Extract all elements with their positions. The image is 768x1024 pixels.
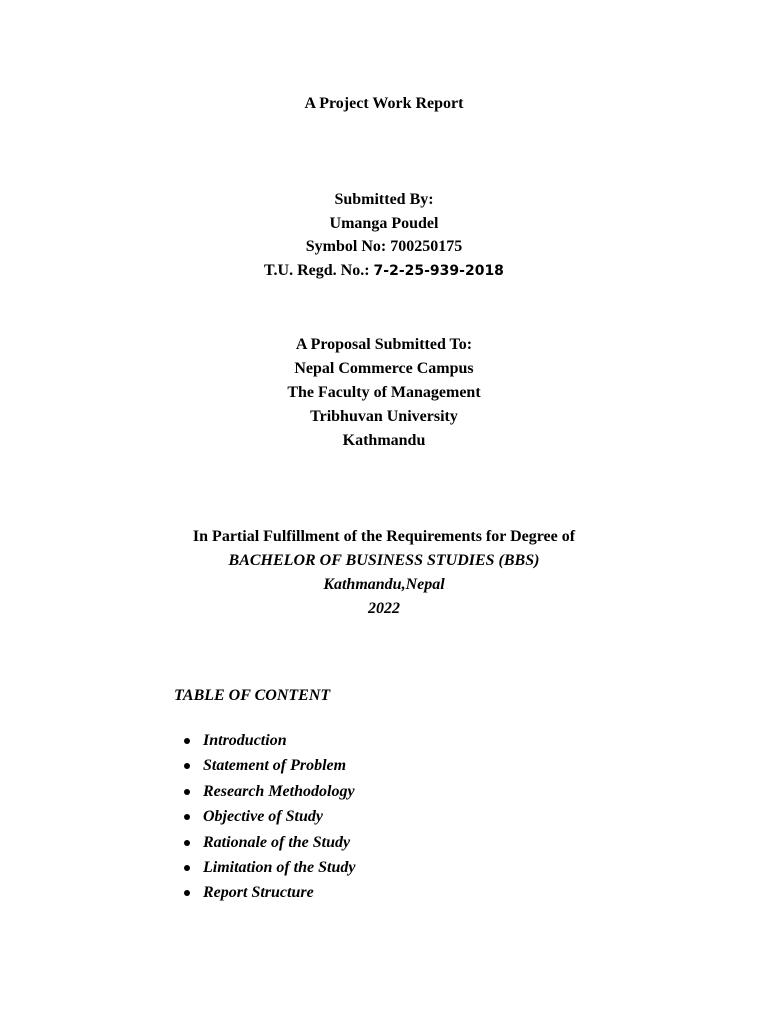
report-title: A Project Work Report (304, 95, 464, 112)
degree-year: 2022 (368, 600, 400, 617)
bullet-icon (184, 890, 190, 896)
toc-item-label: Research Methodology (203, 783, 355, 800)
bullet-icon (184, 840, 190, 846)
toc-item-label: Rationale of the Study (203, 834, 351, 851)
symbol-number: Symbol No: 700250175 (305, 238, 463, 255)
toc-title: TABLE OF CONTENT (174, 687, 331, 704)
faculty-name: The Faculty of Management (287, 384, 481, 401)
toc-item-label: Introduction (203, 732, 287, 749)
bullet-icon (184, 763, 190, 769)
registration-label: T.U. Regd. No.: (264, 262, 374, 279)
bullet-icon (184, 789, 190, 795)
registration-number (0, 261, 768, 281)
degree-location: Kathmandu,Nepal (323, 576, 445, 593)
registration-value: 7-2-25-939-2018 (373, 263, 504, 279)
toc-item-label: Limitation of the Study (203, 859, 356, 876)
bullet-icon (184, 865, 190, 871)
bullet-icon (184, 738, 190, 744)
toc-item-label: Statement of Problem (203, 757, 347, 774)
submitted-by-heading: Submitted By: (334, 191, 434, 208)
submitted-to-heading: A Proposal Submitted To: (295, 336, 473, 353)
city-name: Kathmandu (342, 432, 426, 449)
university-name: Tribhuvan University (310, 408, 458, 425)
bullet-icon (184, 814, 190, 820)
toc-item-label: Objective of Study (203, 808, 323, 825)
campus-name: Nepal Commerce Campus (294, 360, 474, 377)
author-name: Umanga Poudel (329, 215, 439, 232)
fulfillment-statement: In Partial Fulfillment of the Requirements for Degree of (192, 528, 576, 545)
toc-item-label: Report Structure (203, 884, 314, 901)
degree-name: BACHELOR OF BUSINESS STUDIES (BBS) (228, 552, 540, 569)
